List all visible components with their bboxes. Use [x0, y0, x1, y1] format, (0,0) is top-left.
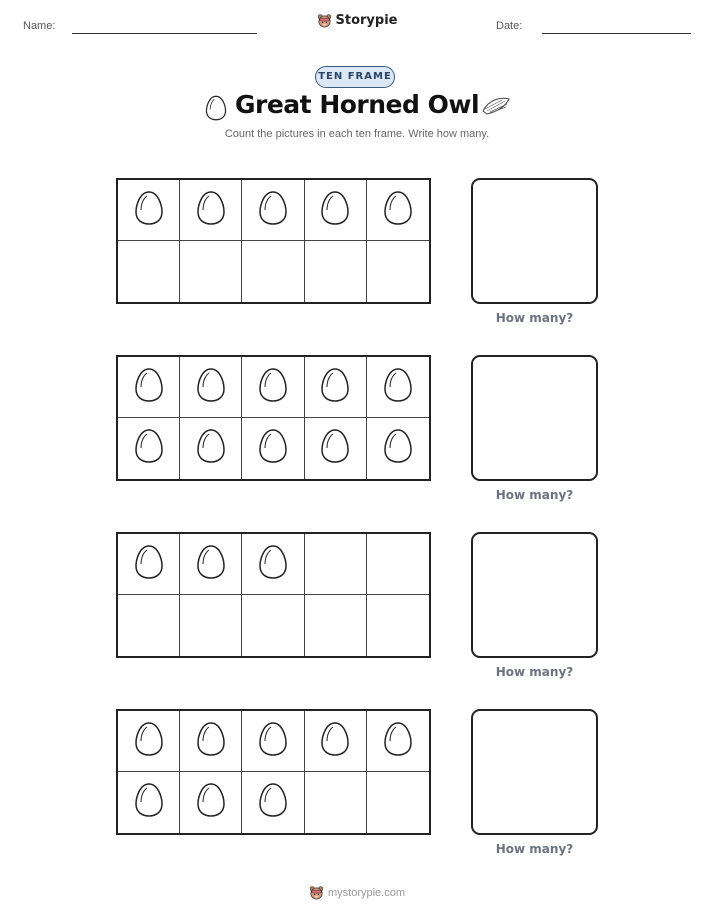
ten-frame-cell — [242, 534, 304, 595]
ten-frame — [116, 355, 431, 481]
answer-box[interactable] — [471, 178, 598, 304]
ten-frame — [116, 178, 431, 304]
egg-icon — [258, 782, 288, 823]
egg-icon — [258, 544, 288, 585]
egg-icon — [134, 428, 164, 469]
egg-icon — [258, 190, 288, 231]
ten-frame-cell — [305, 595, 367, 656]
ten-frame-cell — [180, 241, 242, 302]
egg-icon — [258, 428, 288, 469]
egg-icon — [134, 721, 164, 762]
egg-icon — [320, 721, 350, 762]
brand-logo — [0, 13, 714, 33]
egg-icon — [134, 544, 164, 585]
date-line[interactable] — [542, 33, 691, 34]
how-many-label: How many? — [495, 842, 574, 856]
egg-icon — [320, 428, 350, 469]
ten-frame-cell — [118, 534, 180, 595]
egg-icon — [134, 782, 164, 823]
ten-frame-cell — [242, 595, 304, 656]
egg-icon — [196, 190, 226, 231]
ten-frame-cell — [180, 180, 242, 241]
date-label: Date: — [496, 20, 523, 32]
name-line[interactable] — [72, 33, 257, 34]
name-label: Name: — [23, 20, 56, 32]
egg-icon — [258, 367, 288, 408]
ten-frame — [116, 532, 431, 658]
ten-frame-cell — [242, 357, 304, 418]
ten-frame-cell — [242, 711, 304, 772]
ten-frame-cell — [305, 711, 367, 772]
brand-name: Storypie — [335, 13, 398, 28]
ten-frame-cell — [367, 595, 429, 656]
ten-frame-cell — [242, 241, 304, 302]
page-title: Great Horned Owl — [234, 90, 480, 119]
answer-box[interactable] — [471, 355, 598, 481]
ten-frame-cell — [180, 418, 242, 479]
ten-frame-cell — [305, 418, 367, 479]
egg-icon — [196, 544, 226, 585]
footer — [0, 885, 714, 903]
egg-icon — [196, 721, 226, 762]
ten-frame-cell — [118, 180, 180, 241]
egg-icon — [320, 367, 350, 408]
egg-icon — [258, 721, 288, 762]
egg-icon — [383, 190, 413, 231]
ten-frame-cell — [180, 711, 242, 772]
ten-frame-cell — [180, 595, 242, 656]
ten-frame-cell — [305, 534, 367, 595]
ten-frame-cell — [367, 180, 429, 241]
ten-frame-cell — [118, 772, 180, 833]
how-many-label: How many? — [495, 311, 574, 325]
ten-frame-cell — [367, 241, 429, 302]
ten-frame-cell — [305, 180, 367, 241]
answer-box[interactable] — [471, 709, 598, 835]
footer-url: mystorypie.com — [327, 886, 406, 899]
ten-frame-cell — [305, 241, 367, 302]
how-many-label: How many? — [495, 488, 574, 502]
egg-icon — [196, 367, 226, 408]
ten-frame-cell — [118, 595, 180, 656]
instructions: Count the pictures in each ten frame. Write how many. — [224, 128, 490, 140]
egg-icon — [196, 428, 226, 469]
bear-mascot-icon — [309, 885, 324, 900]
egg-icon — [134, 190, 164, 231]
egg-icon — [134, 367, 164, 408]
ten-frame-cell — [118, 241, 180, 302]
ten-frame-cell — [305, 357, 367, 418]
ten-frame-cell — [180, 534, 242, 595]
bear-mascot-icon — [317, 13, 332, 28]
egg-icon — [383, 721, 413, 762]
ten-frame-badge: TEN FRAME — [315, 66, 395, 88]
ten-frame-cell — [180, 772, 242, 833]
ten-frame-cell — [242, 418, 304, 479]
ten-frame-cell — [118, 357, 180, 418]
ten-frame-cell — [305, 772, 367, 833]
egg-icon — [320, 190, 350, 231]
ten-frame-cell — [180, 357, 242, 418]
wing-icon — [481, 96, 511, 116]
egg-icon — [383, 428, 413, 469]
answer-box[interactable] — [471, 532, 598, 658]
ten-frame-cell — [367, 711, 429, 772]
ten-frame-cell — [118, 711, 180, 772]
ten-frame-cell — [367, 357, 429, 418]
how-many-label: How many? — [495, 665, 574, 679]
egg-icon — [196, 782, 226, 823]
ten-frame-cell — [242, 180, 304, 241]
ten-frame-cell — [367, 534, 429, 595]
ten-frame — [116, 709, 431, 835]
ten-frame-cell — [367, 772, 429, 833]
ten-frame-cell — [242, 772, 304, 833]
ten-frame-cell — [118, 418, 180, 479]
ten-frame-cell — [367, 418, 429, 479]
egg-icon — [383, 367, 413, 408]
